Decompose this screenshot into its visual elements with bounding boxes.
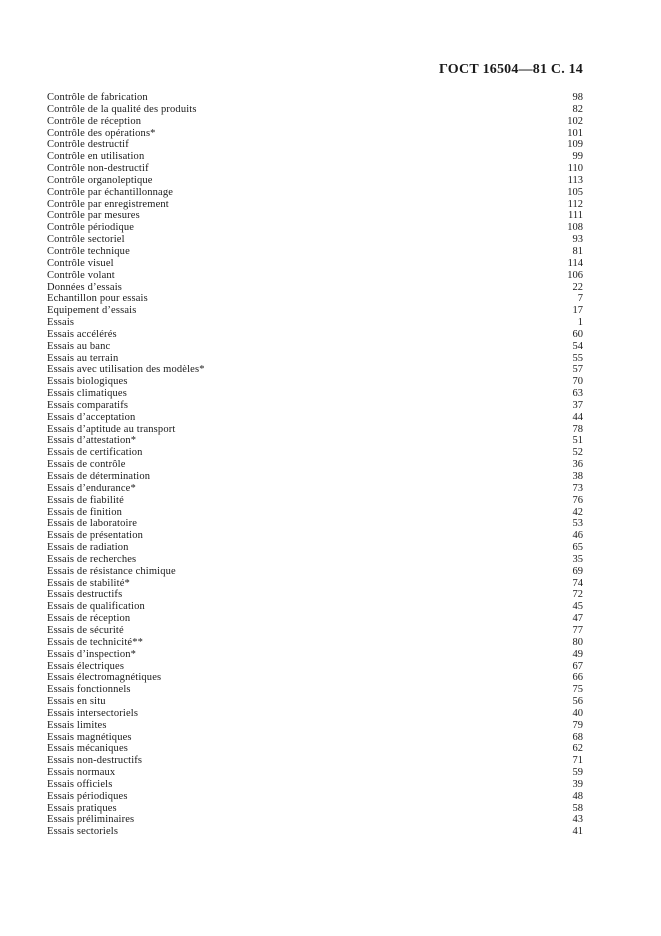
index-term: Essais [47, 317, 75, 329]
index-term: Essais d’attestation* [47, 435, 137, 447]
index-term: Contrôle non-destructif [47, 163, 149, 175]
index-term: Essais en situ [47, 696, 106, 708]
index-term: Essais périodiques [47, 790, 128, 802]
index-term: Essais avec utilisation des modèles* [47, 364, 205, 376]
index-page-number: 112 [567, 198, 583, 210]
index-entry [47, 779, 583, 791]
index-page-number: 42 [572, 506, 583, 518]
index-entry [47, 293, 583, 305]
index-entry [47, 720, 583, 732]
index-term: Essais électromagnétiques [47, 672, 162, 684]
index-page-number: 55 [572, 352, 583, 364]
index-term: Essais accélérés [47, 328, 117, 340]
index-term: Essais mécaniques [47, 743, 128, 755]
index-entry [47, 305, 583, 317]
index-page-number: 78 [572, 423, 583, 435]
index-page-number: 62 [572, 743, 583, 755]
index-entry [47, 424, 583, 436]
index-page-number: 58 [572, 802, 583, 814]
index-page-number: 102 [567, 115, 583, 127]
index-term: Equipement d’essais [47, 305, 137, 317]
index-entry [47, 376, 583, 388]
index-term: Essais de résistance chimique [47, 565, 176, 577]
index-term: Essais d’inspection* [47, 648, 137, 660]
index-entry [47, 282, 583, 294]
index-entry [47, 210, 583, 222]
index-term: Echantillon pour essais [47, 293, 148, 305]
index-term: Essais officiels [47, 778, 113, 790]
index-entry [47, 696, 583, 708]
index-page-number: 75 [572, 684, 583, 696]
index-entry [47, 625, 583, 637]
index-page-number: 35 [572, 553, 583, 565]
index-entry [47, 128, 583, 140]
index-term: Essais magnétiques [47, 731, 132, 743]
index-entry [47, 341, 583, 353]
index-entry [47, 258, 583, 270]
index-page-number: 111 [568, 210, 583, 222]
index-page-number: 77 [572, 624, 583, 636]
index-page-number: 66 [572, 672, 583, 684]
index-term: Essais destructifs [47, 589, 123, 601]
index-entry [47, 329, 583, 341]
index-entry [47, 459, 583, 471]
index-entry [47, 151, 583, 163]
term-index-list [47, 92, 583, 838]
index-term: Contrôle périodique [47, 222, 135, 234]
index-entry [47, 483, 583, 495]
index-entry [47, 542, 583, 554]
index-page-number: 37 [572, 399, 583, 411]
index-entry [47, 104, 583, 116]
index-page-number: 49 [572, 648, 583, 660]
index-page-number: 72 [572, 589, 583, 601]
index-term: Essais sectoriels [47, 826, 119, 838]
index-page-number: 73 [572, 482, 583, 494]
index-term: Essais d’acceptation [47, 411, 136, 423]
index-term: Essais de technicité** [47, 636, 144, 648]
index-page-number: 40 [572, 707, 583, 719]
index-entry [47, 495, 583, 507]
index-entry [47, 518, 583, 530]
index-page-number: 7 [577, 293, 583, 305]
index-page-number: 60 [572, 328, 583, 340]
index-page-number: 109 [567, 139, 583, 151]
index-page-number: 69 [572, 565, 583, 577]
index-entry [47, 743, 583, 755]
index-term: Essais d’aptitude au transport [47, 423, 176, 435]
index-page-number: 81 [572, 245, 583, 257]
index-term: Contrôle technique [47, 245, 130, 257]
index-page-number: 1 [577, 317, 583, 329]
index-entry [47, 613, 583, 625]
index-page-number: 47 [572, 613, 583, 625]
index-entry [47, 199, 583, 211]
index-entry [47, 755, 583, 767]
index-term: Contrôle des opérations* [47, 127, 156, 139]
index-page-number: 44 [572, 411, 583, 423]
index-term: Essais de radiation [47, 542, 129, 554]
index-page-number: 41 [572, 826, 583, 838]
index-entry [47, 578, 583, 590]
index-page-number: 59 [572, 767, 583, 779]
index-entry [47, 566, 583, 578]
index-page-number: 39 [572, 778, 583, 790]
index-term: Contrôle sectoriel [47, 234, 125, 246]
index-term: Essais de stabilité* [47, 577, 130, 589]
index-entry [47, 388, 583, 400]
index-term: Essais de réception [47, 613, 131, 625]
index-term: Essais de recherches [47, 553, 137, 565]
index-term: Essais de certification [47, 447, 143, 459]
index-term: Essais préliminaires [47, 814, 135, 826]
index-entry [47, 317, 583, 329]
index-page-number: 113 [567, 174, 583, 186]
index-page-number: 53 [572, 518, 583, 530]
index-term: Essais au terrain [47, 352, 119, 364]
index-page-number: 17 [572, 305, 583, 317]
index-page-number: 76 [572, 494, 583, 506]
index-entry [47, 353, 583, 365]
index-entry [47, 530, 583, 542]
index-entry [47, 447, 583, 459]
index-entry [47, 672, 583, 684]
index-entry [47, 814, 583, 826]
index-entry [47, 471, 583, 483]
index-term: Contrôle en utilisation [47, 151, 145, 163]
index-entry [47, 589, 583, 601]
index-page-number: 51 [572, 435, 583, 447]
index-entry [47, 684, 583, 696]
index-page-number: 45 [572, 601, 583, 613]
index-entry [47, 364, 583, 376]
index-term: Essais électriques [47, 660, 125, 672]
index-page-number: 65 [572, 542, 583, 554]
index-entry [47, 637, 583, 649]
index-term: Contrôle de réception [47, 115, 142, 127]
index-term: Essais d’endurance* [47, 482, 136, 494]
index-term: Essais de finition [47, 506, 123, 518]
index-page-number: 70 [572, 376, 583, 388]
index-page-number: 36 [572, 459, 583, 471]
index-term: Essais de présentation [47, 530, 144, 542]
index-page-number: 93 [572, 234, 583, 246]
index-term: Essais fonctionnels [47, 684, 131, 696]
index-page-number: 82 [572, 103, 583, 115]
index-term: Essais de contrôle [47, 459, 126, 471]
index-entry [47, 400, 583, 412]
index-entry [47, 163, 583, 175]
index-page-number: 114 [567, 257, 583, 269]
index-entry [47, 92, 583, 104]
index-term: Contrôle visuel [47, 257, 114, 269]
index-term: Essais climatiques [47, 388, 127, 400]
index-page-number: 99 [572, 151, 583, 163]
index-term: Contrôle par enregistrement [47, 198, 169, 210]
index-term: Essais de qualification [47, 601, 145, 613]
index-entry [47, 661, 583, 673]
index-page-number: 110 [567, 163, 583, 175]
index-page-number: 71 [572, 755, 583, 767]
index-page-number: 74 [572, 577, 583, 589]
index-entry [47, 791, 583, 803]
index-term: Essais de laboratoire [47, 518, 138, 530]
index-page-number: 38 [572, 471, 583, 482]
index-entry [47, 175, 583, 187]
index-page-number: 80 [572, 636, 583, 648]
index-page-number: 106 [567, 269, 583, 281]
index-entry [47, 507, 583, 519]
index-entry [47, 826, 583, 838]
index-term: Essais pratiques [47, 802, 117, 814]
index-entry [47, 116, 583, 128]
index-page-number: 54 [572, 340, 583, 352]
index-page-number: 67 [572, 660, 583, 672]
index-page-number: 46 [572, 530, 583, 542]
index-entry [47, 435, 583, 447]
index-entry [47, 601, 583, 613]
index-entry [47, 187, 583, 199]
index-entry [47, 234, 583, 246]
index-term: Essais non-destructifs [47, 755, 143, 767]
index-term: Contrôle par mesures [47, 210, 140, 222]
index-term: Essais comparatifs [47, 399, 129, 411]
index-entry [47, 246, 583, 258]
index-term: Contrôle organoleptique [47, 174, 153, 186]
index-page-number: 22 [572, 281, 583, 293]
index-page-number: 105 [567, 186, 583, 198]
index-entry [47, 649, 583, 661]
index-page-number: 63 [572, 388, 583, 400]
index-entry [47, 767, 583, 779]
index-page-number: 43 [572, 814, 583, 826]
index-entry [47, 139, 583, 151]
index-term: Essais biologiques [47, 376, 128, 388]
index-term: Contrôle de la qualité des produits [47, 103, 197, 115]
index-term: Essais de sécurité [47, 624, 124, 636]
index-page-number: 57 [572, 364, 583, 376]
index-entry [47, 803, 583, 815]
index-page-number: 56 [572, 696, 583, 708]
index-term: Essais normaux [47, 767, 116, 779]
index-page-number: 48 [572, 790, 583, 802]
index-page-number: 98 [572, 92, 583, 103]
index-entry [47, 554, 583, 566]
index-page-number: 108 [567, 222, 583, 234]
index-term: Contrôle volant [47, 269, 115, 281]
index-page-number: 79 [572, 719, 583, 731]
index-entry [47, 708, 583, 720]
index-entry [47, 732, 583, 744]
index-page-number: 52 [572, 447, 583, 459]
index-term: Contrôle destructif [47, 139, 129, 151]
index-entry [47, 412, 583, 424]
index-term: Essais intersectoriels [47, 707, 139, 719]
index-page-number: 68 [572, 731, 583, 743]
index-page-number: 101 [567, 127, 583, 139]
index-term: Contrôle de fabrication [47, 92, 148, 103]
index-entry [47, 270, 583, 282]
index-term: Contrôle par échantillonnage [47, 186, 174, 198]
index-term: Essais au banc [47, 340, 111, 352]
index-term: Essais limites [47, 719, 107, 731]
index-term: Essais de fiabilité [47, 494, 124, 506]
index-term: Données d’essais [47, 281, 123, 293]
index-entry [47, 222, 583, 234]
page-header: ГОСТ 16504—81 С. 14 [439, 62, 583, 77]
index-term: Essais de détermination [47, 471, 151, 482]
